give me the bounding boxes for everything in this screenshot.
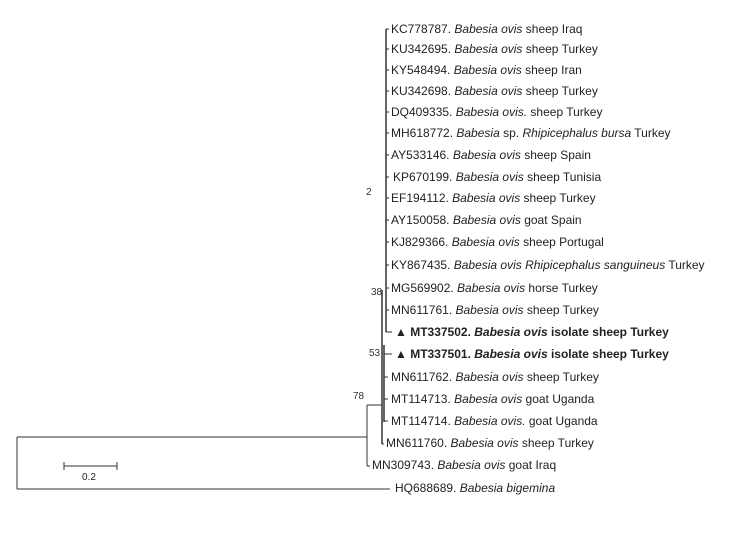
accession: KC778787. (391, 22, 455, 36)
species-name: Rhipicephalus bursa (522, 126, 632, 140)
accession: MN611762. (391, 370, 456, 384)
tip-label (391, 370, 599, 384)
accession: AY150058. (391, 213, 453, 227)
host-country: sheep Iran (521, 63, 582, 77)
tip-label (391, 126, 671, 140)
species-name: Babesia ovis. (454, 414, 526, 428)
accession: MN611761. (391, 303, 456, 317)
host-country: sheep Turkey (523, 303, 599, 317)
tip-label (391, 84, 598, 98)
species-name: Babesia ovis. (455, 105, 528, 119)
host-country: sheep Turkey (527, 105, 603, 119)
host-country: goat Iraq (505, 458, 557, 472)
tip-label (391, 148, 591, 162)
host-country: sp. (499, 126, 523, 140)
tip-label (393, 170, 601, 184)
species-name: Babesia ovis (455, 170, 524, 184)
species-name: Babesia ovis (454, 392, 523, 406)
tip-label (395, 347, 669, 361)
accession: ▲ MT337501. (395, 347, 475, 361)
host-country: isolate sheep Turkey (547, 347, 669, 361)
tip-label (391, 213, 582, 227)
host-country: sheep Turkey (520, 191, 596, 205)
accession: KY867435. (391, 258, 454, 272)
species-name: Babesia ovis (474, 325, 548, 339)
host-country: Turkey (665, 258, 705, 272)
host-country: Turkey (631, 126, 671, 140)
species-name: Babesia ovis (452, 191, 521, 205)
tip-label (391, 42, 598, 56)
accession: MG569902. (391, 281, 458, 295)
host-country: sheep Turkey (522, 42, 598, 56)
species-name: Babesia ovis (454, 22, 523, 36)
tip-label (391, 392, 594, 406)
species-name: Babesia ovis (455, 303, 524, 317)
host-country: goat Uganda (525, 414, 598, 428)
tip-label (391, 414, 598, 428)
host-country: goat Spain (520, 213, 582, 227)
accession: ▲ MT337502. (395, 325, 475, 339)
accession: KJ829366. (391, 235, 452, 249)
accession: MN611760. (386, 436, 451, 450)
species-name: Babesia ovis Rhipicephalus sanguineus (453, 258, 666, 272)
tip-label (372, 458, 556, 472)
accession: MT114713. (391, 392, 455, 406)
tip-label (391, 22, 582, 36)
accession: DQ409335. (391, 105, 456, 119)
accession: HQ688689. (395, 481, 460, 495)
species-name: Babesia ovis (452, 213, 521, 227)
accession: EF194112. (391, 191, 453, 205)
accession: AY533146. (391, 148, 453, 162)
species-name: Babesia ovis (455, 370, 524, 384)
tip-label (395, 325, 669, 339)
bootstrap-label: 2 (366, 187, 372, 198)
host-country: sheep Turkey (518, 436, 594, 450)
scale-bar-label: 0.2 (82, 472, 96, 483)
host-country: sheep Portugal (519, 235, 604, 249)
accession: MN309743. (372, 458, 438, 472)
host-country: sheep Tunisia (523, 170, 602, 184)
tip-label (391, 258, 705, 272)
accession: KU342698. (391, 84, 455, 98)
bootstrap-label: 38 (371, 287, 383, 298)
host-country: horse Turkey (525, 281, 598, 295)
accession: MH618772. (391, 126, 457, 140)
accession: KP670199. (393, 170, 456, 184)
tip-label (391, 281, 598, 295)
tip-label (391, 191, 596, 205)
species-name: Babesia ovis (450, 436, 519, 450)
accession: KY548494. (391, 63, 454, 77)
species-name: Babesia ovis (437, 458, 506, 472)
species-name: Babesia ovis (457, 281, 526, 295)
accession: KU342695. (391, 42, 455, 56)
species-name: Babesia ovis (454, 42, 523, 56)
host-country: isolate sheep Turkey (547, 325, 669, 339)
host-country: sheep Turkey (523, 370, 599, 384)
tip-label (391, 303, 599, 317)
bootstrap-label: 53 (369, 348, 381, 359)
species-name: Babesia ovis (452, 148, 521, 162)
species-name: Babesia ovis (454, 84, 523, 98)
tip-label (391, 63, 582, 77)
tip-label (391, 235, 604, 249)
tip-label (391, 105, 602, 119)
host-country: sheep Spain (520, 148, 591, 162)
species-name: Babesia bigemina (459, 481, 556, 495)
bootstrap-label: 78 (353, 391, 365, 402)
tip-label (395, 481, 555, 495)
accession: MT114714. (391, 414, 455, 428)
tip-label (386, 436, 594, 450)
species-name: Babesia (456, 126, 500, 140)
species-name: Babesia ovis (474, 347, 548, 361)
species-name: Babesia ovis (453, 63, 522, 77)
species-name: Babesia ovis (451, 235, 520, 249)
host-country: sheep Iraq (522, 22, 583, 36)
host-country: sheep Turkey (522, 84, 598, 98)
host-country: goat Uganda (522, 392, 595, 406)
